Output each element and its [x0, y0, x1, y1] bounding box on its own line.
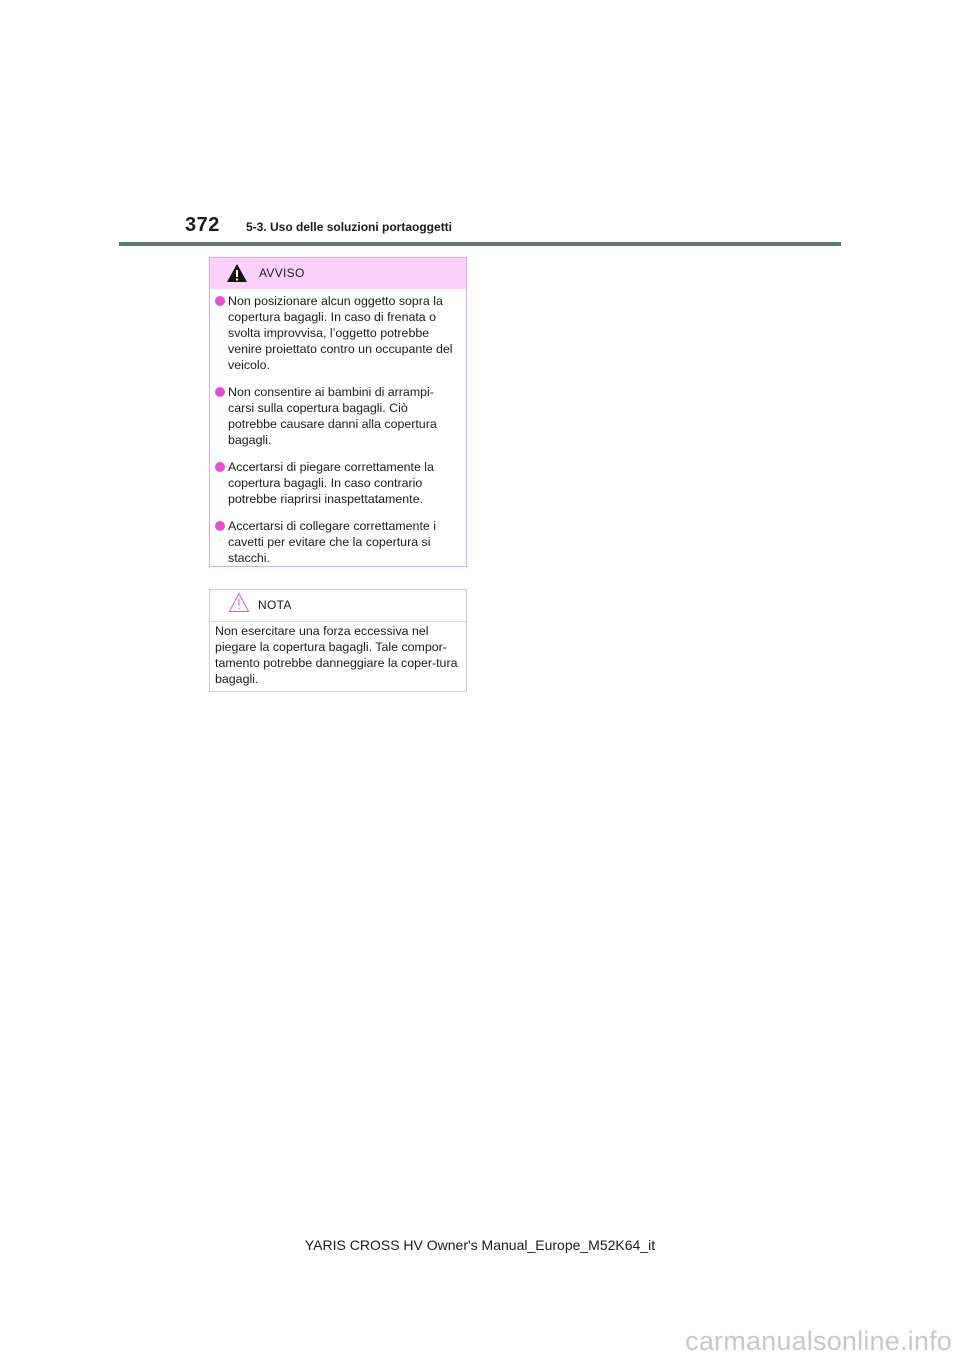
watermark: carmanualsonline.info: [685, 1326, 952, 1356]
note-label: NOTA: [258, 598, 292, 612]
note-text: Non esercitare una forza eccessiva nel piegare la copertura bagagli. Tale compor-tamento potrebbe danneggiare la coper-tura bagagli.: [215, 624, 458, 686]
bullet-icon: [215, 387, 225, 397]
warning-box: [209, 257, 467, 567]
footer-manual-id: YARIS CROSS HV Owner's Manual_Europe_M52K64_it: [304, 1237, 656, 1253]
page-number: 372: [185, 214, 220, 236]
section-title: 5-3. Uso delle soluzioni portaoggetti: [246, 220, 453, 234]
warning-item: [214, 293, 460, 373]
bullet-icon: [215, 296, 225, 306]
warning-item: [214, 518, 460, 566]
warning-triangle-icon: [226, 263, 248, 283]
header-divider: [119, 242, 841, 246]
warning-item-text: Non posizionare alcun oggetto sopra la copertura bagagli. In caso di frenata o svolta improvvisa, l’oggetto potrebbe venire proiettato contro un occupante del veicolo.: [228, 294, 453, 372]
note-header: [210, 590, 466, 622]
bullet-icon: [215, 462, 225, 472]
caution-outline-triangle-icon: [228, 592, 250, 613]
note-box: [209, 589, 467, 692]
warning-label: AVVISO: [259, 266, 305, 280]
warning-list: [210, 289, 466, 566]
warning-item-text: Accertarsi di collegare correttamente i cavetti per evitare che la copertura si stacchi.: [228, 519, 436, 565]
warning-item-text: Accertarsi di piegare correttamente la copertura bagagli. In caso contrario potrebbe riaprirsi inaspettatamente.: [228, 460, 434, 506]
warning-item: [214, 459, 460, 507]
bullet-icon: [215, 521, 225, 531]
warning-header: [210, 258, 466, 289]
warning-item: [214, 384, 460, 448]
warning-item-text: Non consentire ai bambini di arrampi-carsi sulla copertura bagagli. Ciò potrebbe causare danni alla copertura bagagli.: [228, 385, 437, 447]
